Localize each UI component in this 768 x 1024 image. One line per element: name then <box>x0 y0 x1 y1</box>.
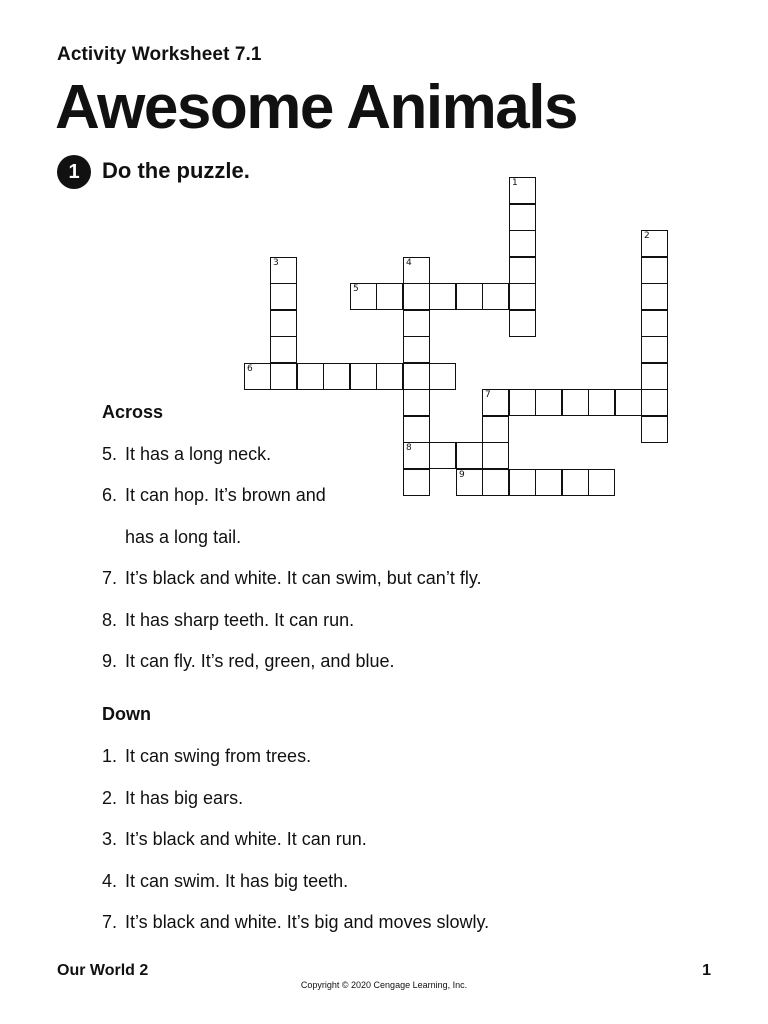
crossword-cell[interactable] <box>429 283 456 310</box>
clue-number: 1. <box>102 746 118 766</box>
down-heading: Down <box>102 704 151 724</box>
clue-text: It can fly. It’s red, green, and blue. <box>125 651 395 671</box>
crossword-cell[interactable] <box>270 363 297 390</box>
crossword-cell[interactable] <box>403 310 430 337</box>
clue-text: It has big ears. <box>125 788 244 808</box>
down-clue <box>102 870 348 892</box>
crossword-cell[interactable] <box>641 336 668 363</box>
crossword-cell[interactable] <box>403 283 430 310</box>
cell-clue-number: 4 <box>406 258 412 268</box>
crossword-cell[interactable] <box>429 363 456 390</box>
clue-number: 4. <box>102 871 118 891</box>
across-clue <box>102 484 326 506</box>
clue-text: It can swim. It has big teeth. <box>125 871 349 891</box>
crossword-cell[interactable] <box>456 442 483 469</box>
clue-text: It can hop. It’s brown and <box>125 485 326 505</box>
crossword-cell[interactable] <box>535 469 562 496</box>
crossword-cell[interactable] <box>588 469 615 496</box>
clue-number: 9. <box>102 651 118 671</box>
cell-clue-number: 6 <box>247 364 253 374</box>
across-heading: Across <box>102 402 164 422</box>
copyright-notice: Copyright © 2020 Cengage Learning, Inc. <box>300 980 468 990</box>
crossword-cell[interactable] <box>270 310 297 337</box>
cell-clue-number: 1 <box>512 178 518 188</box>
crossword-cell[interactable] <box>509 310 536 337</box>
cell-clue-number: 7 <box>485 390 491 400</box>
crossword-cell[interactable] <box>482 389 509 416</box>
clue-text: It’s black and white. It can run. <box>125 829 367 849</box>
worksheet-subtitle: Activity Worksheet 7.1 <box>57 44 262 65</box>
crossword-cell[interactable] <box>403 442 430 469</box>
crossword-cell[interactable] <box>350 363 377 390</box>
crossword-cell[interactable] <box>403 257 430 284</box>
crossword-cell[interactable] <box>350 283 377 310</box>
across-clue <box>102 443 271 465</box>
down-clue <box>102 745 311 767</box>
crossword-cell[interactable] <box>376 283 403 310</box>
crossword-cell[interactable] <box>482 442 509 469</box>
crossword-cell[interactable] <box>509 177 536 204</box>
crossword-cell[interactable] <box>615 389 642 416</box>
crossword-cell[interactable] <box>270 336 297 363</box>
crossword-cell[interactable] <box>641 310 668 337</box>
crossword-cell[interactable] <box>403 416 430 443</box>
crossword-cell[interactable] <box>509 230 536 257</box>
crossword-cell[interactable] <box>429 442 456 469</box>
across-clue <box>102 650 395 672</box>
crossword-cell[interactable] <box>403 389 430 416</box>
crossword-cell[interactable] <box>482 469 509 496</box>
crossword-cell[interactable] <box>509 283 536 310</box>
cell-clue-number: 8 <box>406 443 412 453</box>
crossword-cell[interactable] <box>270 283 297 310</box>
crossword-cell[interactable] <box>641 389 668 416</box>
footer-page-number: 1 <box>702 962 711 979</box>
down-clue <box>102 828 367 850</box>
clue-text: It’s black and white. It’s big and moves slowly. <box>125 912 490 932</box>
crossword-cell[interactable] <box>509 389 536 416</box>
clue-number: 5. <box>102 444 118 464</box>
clue-number: 7. <box>102 912 118 932</box>
footer-book-title: Our World 2 <box>57 962 149 979</box>
clue-number: 8. <box>102 610 118 630</box>
crossword-cell[interactable] <box>509 257 536 284</box>
crossword-cell[interactable] <box>244 363 271 390</box>
crossword-cell[interactable] <box>588 389 615 416</box>
crossword-cell[interactable] <box>482 416 509 443</box>
crossword-cell[interactable] <box>297 363 324 390</box>
crossword-cell[interactable] <box>323 363 350 390</box>
crossword-cell[interactable] <box>562 469 589 496</box>
clue-text: It has a long neck. <box>125 444 272 464</box>
clue-text: has a long tail. <box>125 527 242 547</box>
crossword-cell[interactable] <box>270 257 297 284</box>
cell-clue-number: 3 <box>273 258 279 268</box>
crossword-cell[interactable] <box>641 257 668 284</box>
crossword-cell[interactable] <box>509 204 536 231</box>
clue-number: 6. <box>102 485 118 505</box>
clue-text: It has sharp teeth. It can run. <box>125 610 355 630</box>
crossword-cell[interactable] <box>456 469 483 496</box>
clue-number: 3. <box>102 829 118 849</box>
across-clue <box>102 609 354 631</box>
clue-number: 7. <box>102 568 118 588</box>
crossword-cell[interactable] <box>641 230 668 257</box>
clue-number: 2. <box>102 788 118 808</box>
crossword-cell[interactable] <box>509 469 536 496</box>
across-clue <box>102 526 241 548</box>
cell-clue-number: 2 <box>644 231 650 241</box>
clue-text: It’s black and white. It can swim, but can’t fly. <box>125 568 482 588</box>
crossword-cell[interactable] <box>403 469 430 496</box>
worksheet-title: Awesome Animals <box>55 73 577 142</box>
cell-clue-number: 9 <box>459 470 465 480</box>
activity-instruction: Do the puzzle. <box>102 158 250 183</box>
crossword-cell[interactable] <box>562 389 589 416</box>
down-clue <box>102 787 243 809</box>
crossword-cell[interactable] <box>482 283 509 310</box>
across-clue <box>102 567 481 589</box>
clue-text: It can swing from trees. <box>125 746 312 766</box>
crossword-cell[interactable] <box>535 389 562 416</box>
down-clue <box>102 911 489 933</box>
cell-clue-number: 5 <box>353 284 359 294</box>
crossword-cell[interactable] <box>641 283 668 310</box>
crossword-cell[interactable] <box>641 363 668 390</box>
crossword-cell[interactable] <box>403 363 430 390</box>
crossword-cell[interactable] <box>641 416 668 443</box>
crossword-cell[interactable] <box>376 363 403 390</box>
crossword-cell[interactable] <box>403 336 430 363</box>
step-number-badge: 1 <box>57 155 91 189</box>
crossword-cell[interactable] <box>456 283 483 310</box>
